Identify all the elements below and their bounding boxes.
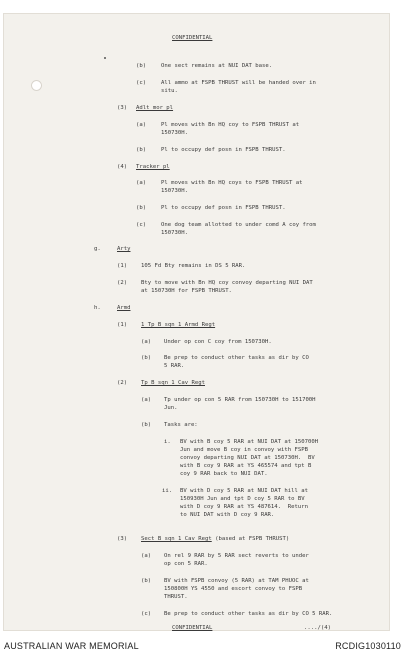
item-heading: Adlt mor pl: [136, 105, 174, 111]
item-heading: Tp B sqn 1 Cav Regt: [141, 380, 205, 386]
item-text: One sect remains at NUI DAT base.: [161, 63, 273, 69]
item-text: Pl to occupy def posn in FSPB THRUST.: [161, 205, 286, 211]
archive-name: AUSTRALIAN WAR MEMORIAL: [4, 641, 139, 651]
item-label: (2): [117, 380, 128, 386]
item-text: with B coy 9 RAR at YS 465574 and tpt B: [180, 463, 312, 469]
item-label: g.: [94, 246, 101, 252]
item-text: All ammo at FSPB THRUST will be handed over in: [161, 80, 316, 86]
item-text: 150730H.: [161, 230, 188, 236]
item-label: (a): [141, 339, 152, 345]
header-classification: CONFIDENTIAL: [172, 35, 213, 41]
item-text: to NUI DAT with D coy 9 RAR.: [180, 512, 275, 518]
item-label: (c): [136, 80, 147, 86]
item-label: (b): [141, 355, 152, 361]
item-heading: Tracker pl: [136, 164, 170, 170]
item-text: Pl moves with Bn HQ coys to FSPB THRUST at: [161, 180, 303, 186]
item-label: (b): [136, 63, 147, 69]
item-text: at 150730H for FSPB THRUST.: [141, 288, 232, 294]
item-label: (b): [141, 578, 152, 584]
item-label: (3): [117, 536, 128, 542]
item-text: coy 9 RAR back to NUI DAT.: [180, 471, 268, 477]
item-text: 150730H.: [161, 130, 188, 136]
item-text: 5 RAR.: [164, 363, 185, 369]
item-text: 150730H.: [161, 188, 188, 194]
item-label: (2): [117, 280, 128, 286]
item-text: One dog team allotted to under comd A coy from: [161, 222, 316, 228]
item-label: (a): [141, 553, 152, 559]
item-label: (4): [117, 164, 128, 170]
item-heading: Arty: [117, 246, 131, 252]
item-text: Be prep to conduct other tasks as dir by CO: [164, 355, 309, 361]
archive-reference: RCDIG1030110: [335, 641, 401, 651]
item-text: Jun and move B coy in convoy with FSPB: [180, 447, 308, 453]
archive-footer: [0, 636, 405, 654]
item-text: BV with FSPB convoy (5 RAR) at TAM PHUOC at: [164, 578, 309, 584]
item-label: (b): [136, 147, 147, 153]
item-heading: Sect B sqn 1 Cav Regt: [141, 536, 212, 542]
item-label: (b): [141, 422, 152, 428]
item-text: On rel 9 RAR by 5 RAR sect reverts to under: [164, 553, 309, 559]
item-label: (3): [117, 105, 128, 111]
item-text: Pl to occupy def posn in FSPB THRUST.: [161, 147, 286, 153]
item-label: h.: [94, 305, 101, 311]
item-text: convoy departing NUI DAT at 150730H. BV: [180, 455, 315, 461]
item-text: BV with B coy 5 RAR at NUI DAT at 150700H: [180, 439, 319, 445]
item-text: situ.: [161, 88, 178, 94]
item-text: Tasks are:: [164, 422, 198, 428]
document-page: [4, 14, 389, 630]
item-label: (a): [136, 122, 147, 128]
item-heading-suffix: (based at FSPB THRUST): [211, 536, 290, 542]
item-text: 150930H Jun and tpt D coy 5 RAR to BV: [180, 496, 305, 502]
item-label: (c): [136, 222, 147, 228]
item-text: Under op con C coy from 150730H.: [164, 339, 272, 345]
item-text: with D coy 9 RAR at YS 487614. Return: [180, 504, 308, 510]
item-heading: 1 Tp B sqn 1 Armd Regt: [141, 322, 216, 328]
document-body: [4, 14, 389, 630]
item-text: Tp under op con 5 RAR from 150730H to 151700H: [164, 397, 316, 403]
item-text: BV with D coy 5 RAR at NUI DAT hill at: [180, 488, 308, 494]
item-text: Pl moves with Bn HQ coy to FSPB THRUST at: [161, 122, 300, 128]
item-text: Bty to move with Bn HQ coy convoy departing NUI DAT: [141, 280, 313, 286]
continuation-marker: ..../(4): [304, 625, 331, 631]
item-label: (1): [117, 263, 128, 269]
item-label: (b): [136, 205, 147, 211]
item-label: ii.: [162, 488, 173, 494]
item-text: Be prep to conduct other tasks as dir by CO 5 RAR.: [164, 611, 333, 617]
item-text: THRUST.: [164, 594, 188, 600]
item-label: (1): [117, 322, 128, 328]
item-heading-line: [141, 536, 289, 543]
footer-classification: CONFIDENTIAL: [172, 625, 213, 631]
item-text: 150800H YS 4550 and escort convoy to FSPB: [164, 586, 303, 592]
item-label: i.: [164, 439, 171, 445]
item-text: Jun.: [164, 405, 178, 411]
item-label: (c): [141, 611, 152, 617]
item-text: op con 5 RAR.: [164, 561, 208, 567]
item-label: (a): [141, 397, 152, 403]
item-heading: Armd: [117, 305, 131, 311]
item-label: (a): [136, 180, 147, 186]
item-text: 105 Fd Bty remains in DS 5 RAR.: [141, 263, 246, 269]
